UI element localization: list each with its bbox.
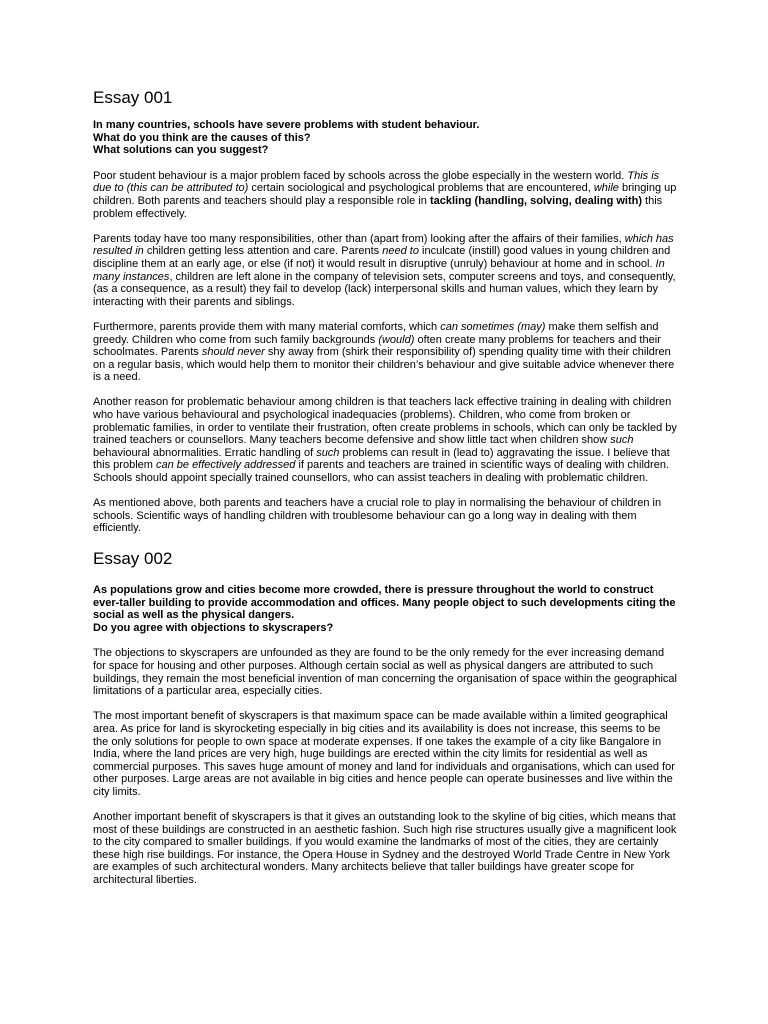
essay-paragraph: Poor student behaviour is a major problem faced by schools across the globe especially in the western world. This is due to (this can be attributed to) certain sociological and psychological problems that are encountered, while bringing up children. Both parents and teachers should play a responsible role in tackling (handling, solving, dealing with) this problem effectively. [93, 169, 677, 220]
essay-question [93, 584, 678, 634]
essay-title: Essay 001 [93, 88, 173, 107]
document-page [93, 88, 678, 899]
question-line: What do you think are the causes of this? [93, 131, 311, 144]
essay-paragraph: As mentioned above, both parents and teachers have a crucial role to play in normalising the behaviour of children in schools. Scientific ways of handling children with troublesome behaviour can go a long way in dealing with them efficiently. [93, 497, 662, 535]
essay-001 [93, 88, 678, 535]
essay-002 [93, 549, 678, 887]
essay-question [93, 119, 678, 157]
question-line: What solutions can you suggest? [93, 144, 269, 157]
question-line: In many countries, schools have severe problems with student behaviour. [93, 119, 480, 131]
essay-title: Essay 002 [93, 549, 173, 568]
essay-paragraph: Another important benefit of skyscrapers is that it gives an outstanding look to the skyline of big cities, which means that most of these buildings are constructed in an aesthetic fashion. Such high rise structures usually give a magnificent look to the city compared to smaller buildings. If you would examine the landmarks of most of the cities, they are certainly these high rise buildings. For instance, the Opera House in Sydney and the destroyed World Trade Centre in New York are examples of such architectural wonders. Many architects believe that taller buildings have greater scope for architectural liberties. [93, 811, 677, 887]
question-line: As populations grow and cities become more crowded, there is pressure throughout the world to construct ever-taller building to provide accommodation and offices. Many people object to such developments citing the social as well as the physical dangers. [93, 584, 676, 622]
essay-paragraph: Another reason for problematic behaviour among children is that teachers lack effective training in dealing with children who have various behavioural and psychological inadequacies (problems). Children, who come from broken or problematic families, in order to ventilate their frustration, often create problems in schools, which can only be tackled by trained teachers or counsellors. Many teachers become defensive and show little tact when children show such behavioural abnormalities. Erratic handling of such problems can result in (lead to) aggravating the issue. I believe that this problem can be effectively addressed if parents and teachers are trained in scientific ways of dealing with children. Schools should appoint specially trained counsellors, who can assist teachers in dealing with problematic children. [93, 396, 677, 485]
question-line: Do you agree with objections to skyscrapers? [93, 621, 334, 634]
essay-paragraph: Parents today have too many responsibilities, other than (apart from) looking after the affairs of their families, which has resulted in children getting less attention and care. Parents need to inculcate (instill) good values in young children and discipline them at an early age, or else (if not) it would result in disruptive (unruly) behaviour at home and in school. In many instances, children are left alone in the company of television sets, computer screens and toys, and consequently, (as a consequence, as a result) they fail to develop (lack) interpersonal skills and human values, which they learn by interacting with their parents and siblings. [93, 232, 676, 308]
essay-paragraph: The objections to skyscrapers are unfounded as they are found to be the only remedy for the ever increasing demand for space for housing and other purposes. Although certain social as well as physical dangers are attributed to such buildings, they remain the most beneficial invention of man concerning the organisation of space within the geographical limitations of a particular area, especially cities. [93, 647, 677, 698]
essay-paragraph: Furthermore, parents provide them with many material comforts, which can sometimes (may) make them selfish and greedy. Children who come from such family backgrounds (would) often create many problems for teachers and their schoolmates. Parents should never shy away from (shirk their responsibility of) spending quality time with their children on a regular basis, which would help them to monitor their children’s behaviour and give suitable advice whenever there is a need. [93, 320, 675, 384]
essay-paragraph: The most important benefit of skyscrapers is that maximum space can be made available within a limited geographical area. As price for land is skyrocketing especially in big cities and its availability is does not increase, this seems to be the only solutions for people to own space at moderate expenses. If one takes the example of a city like Bangalore in India, where the land prices are very high, huge buildings are erected within the city limits for residential as well as commercial purposes. This saves huge amount of money and land for individuals and organisations, which can used for other purposes. Large areas are not available in big cities and hence people can operate businesses and live within the city limits. [93, 710, 675, 798]
